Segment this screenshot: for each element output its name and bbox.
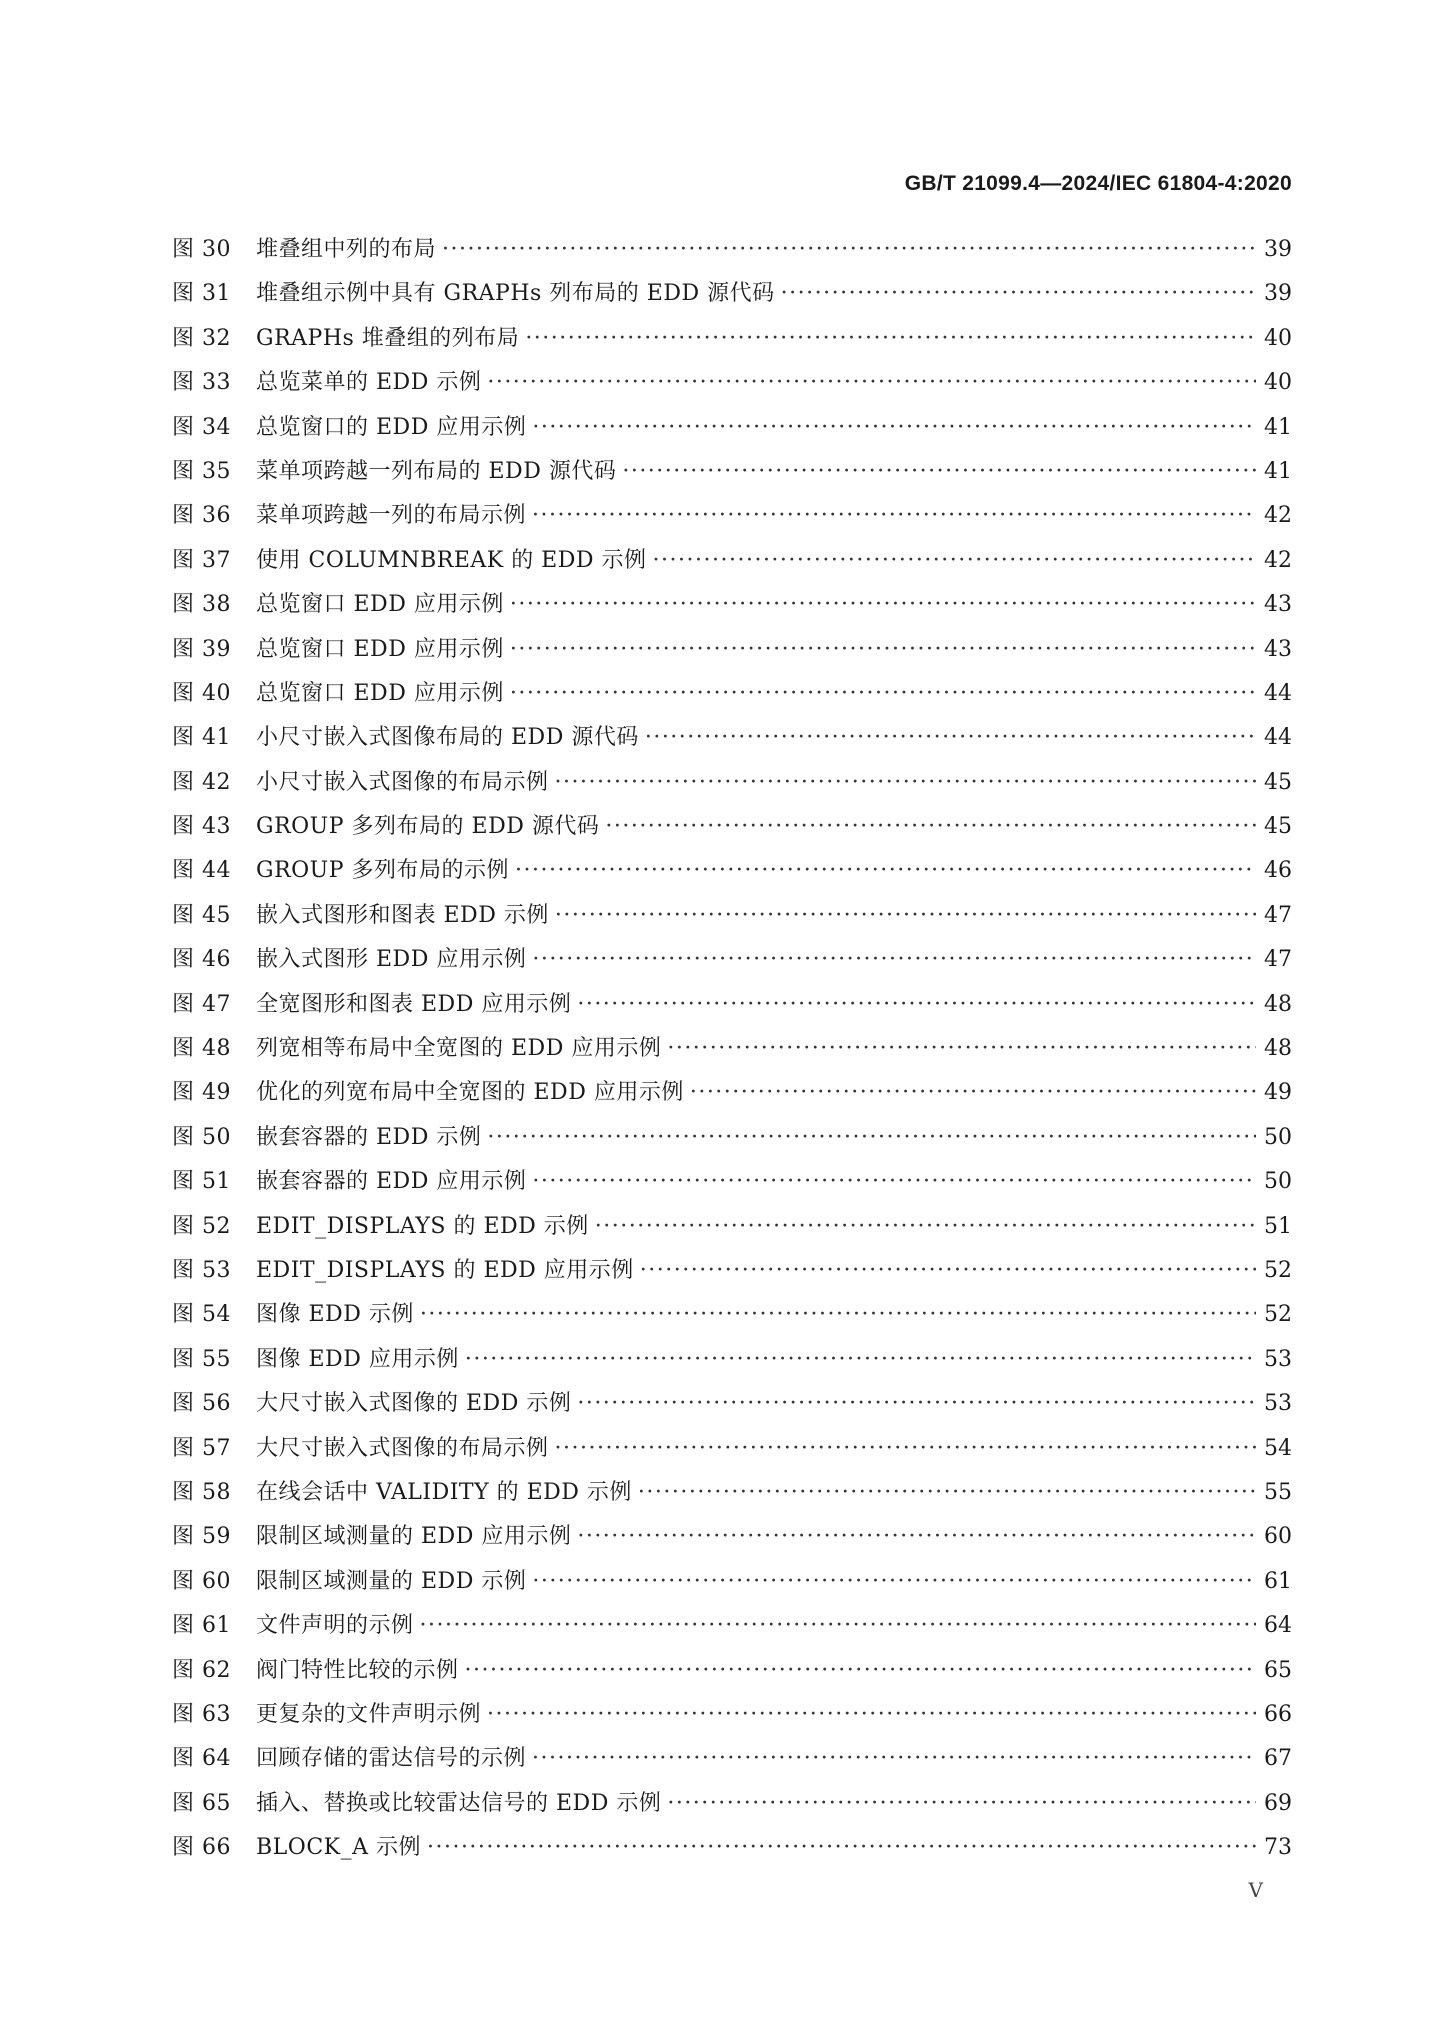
figure-number: 图 47 [172,991,231,1017]
dot-leader [690,1080,1256,1105]
toc-entry[interactable] [172,1564,1292,1608]
toc-entry[interactable] [172,1786,1292,1830]
figure-title: 文件声明的示例 [256,1613,414,1639]
toc-entry[interactable] [172,1519,1292,1563]
figure-title: 总览窗口 EDD 应用示例 [256,592,504,618]
figure-number: 图 35 [172,458,231,484]
dot-leader [487,370,1256,395]
figure-title: 使用 COLUMNBREAK 的 EDD 示例 [256,547,647,573]
page-number: 48 [1264,991,1292,1017]
page-number: 54 [1264,1435,1292,1461]
dot-leader [638,1480,1256,1505]
page-number-footer: V [1248,1878,1263,1902]
page-number: 52 [1264,1302,1292,1328]
dot-leader [667,1036,1256,1061]
page-number: 47 [1264,902,1292,928]
page-number: 50 [1264,1124,1292,1150]
figure-number: 图 45 [172,902,231,928]
figure-title: 插入、替换或比较雷达信号的 EDD 示例 [256,1790,662,1816]
figure-number: 图 60 [172,1568,231,1594]
dot-leader [577,992,1256,1017]
page-number: 53 [1264,1346,1292,1372]
toc-entry[interactable] [172,1431,1292,1475]
figure-number: 图 53 [172,1257,231,1283]
figure-title: 小尺寸嵌入式图像布局的 EDD 源代码 [256,725,639,751]
figure-number: 图 30 [172,237,231,262]
figure-title: GROUP 多列布局的示例 [256,858,510,884]
page-number: 40 [1264,370,1292,396]
figure-number: 图 48 [172,1036,231,1062]
figure-number: 图 42 [172,769,231,795]
toc-entry[interactable] [172,365,1292,409]
figure-title: 总览菜单的 EDD 示例 [256,370,482,396]
figure-number: 图 64 [172,1746,231,1772]
dot-leader [653,548,1256,573]
dot-leader [487,1702,1256,1727]
figure-number: 图 34 [172,414,231,440]
page-number: 67 [1264,1746,1292,1772]
toc-entry[interactable] [172,232,1292,276]
figure-title: 嵌套容器的 EDD 示例 [256,1124,482,1150]
page-number: 53 [1264,1391,1292,1417]
toc-entry[interactable] [172,853,1292,897]
dot-leader [427,1835,1256,1860]
figure-number: 图 43 [172,814,231,840]
figure-number: 图 54 [172,1302,231,1328]
figure-number: 图 37 [172,547,231,573]
figure-title: 回顾存储的雷达信号的示例 [256,1746,527,1772]
dot-leader [577,1524,1256,1549]
page-number: 43 [1264,636,1292,662]
figure-number: 图 32 [172,325,231,351]
toc-entry[interactable] [172,1608,1292,1652]
dot-leader [515,858,1256,883]
toc-entry[interactable] [172,1253,1292,1297]
page-number: 47 [1264,947,1292,973]
figure-title: 限制区域测量的 EDD 应用示例 [256,1524,572,1550]
figure-number: 图 36 [172,503,231,529]
toc-entry[interactable] [172,1075,1292,1119]
figure-number: 图 38 [172,592,231,618]
figure-number: 图 49 [172,1080,231,1106]
toc-entry[interactable] [172,587,1292,631]
figure-title: 菜单项跨越一列布局的 EDD 源代码 [256,458,617,484]
figure-title: 列宽相等布局中全宽图的 EDD 应用示例 [256,1036,662,1062]
figure-number: 图 44 [172,858,231,884]
page-number: 41 [1264,458,1292,484]
toc-entry[interactable] [172,1741,1292,1785]
figure-number: 图 39 [172,636,231,662]
page-number: 66 [1264,1701,1292,1727]
figure-title: 嵌套容器的 EDD 应用示例 [256,1169,527,1195]
page-number: 40 [1264,325,1292,351]
page-number: 41 [1264,414,1292,440]
dot-leader [420,1613,1256,1638]
page-number: 46 [1264,858,1292,884]
toc-entry[interactable] [172,1164,1292,1208]
dot-leader [532,947,1256,972]
page-number: 55 [1264,1479,1292,1505]
dot-leader [525,326,1256,351]
dot-leader [532,1746,1256,1771]
page-number: 42 [1264,503,1292,529]
figure-number: 图 66 [172,1835,231,1861]
figure-title: 更复杂的文件声明示例 [256,1701,482,1727]
page-number: 50 [1264,1169,1292,1195]
dot-leader [555,1436,1256,1461]
dot-leader [555,770,1256,795]
figure-number: 图 33 [172,370,231,396]
dot-leader [420,1302,1256,1327]
page-number: 45 [1264,769,1292,795]
page-number: 44 [1264,725,1292,751]
page-number: 51 [1264,1213,1292,1239]
page-number: 39 [1264,237,1292,262]
figure-number: 图 58 [172,1479,231,1505]
figure-number: 图 50 [172,1124,231,1150]
figure-title: EDIT_DISPLAYS 的 EDD 应用示例 [256,1257,634,1283]
toc-entry[interactable] [172,498,1292,542]
figure-number: 图 65 [172,1790,231,1816]
figure-title: BLOCK_A 示例 [256,1835,421,1861]
dot-leader [595,1214,1256,1239]
toc-entry[interactable] [172,942,1292,986]
figure-number: 图 46 [172,947,231,973]
figure-number: 图 63 [172,1701,231,1727]
figure-title: 堆叠组中列的布局 [256,237,437,262]
dot-leader [532,1169,1256,1194]
page-number: 49 [1264,1080,1292,1106]
figure-number: 图 52 [172,1213,231,1239]
dot-leader [622,459,1256,484]
dot-leader [781,281,1256,306]
dot-leader [465,1347,1256,1372]
toc-entry[interactable] [172,1031,1292,1075]
figure-title: EDIT_DISPLAYS 的 EDD 示例 [256,1213,589,1239]
page-number: 44 [1264,680,1292,706]
page-number: 69 [1264,1790,1292,1816]
page-number: 43 [1264,592,1292,618]
dot-leader [667,1791,1256,1816]
dot-leader [442,237,1256,262]
toc-entry[interactable] [172,276,1292,320]
page-number: 64 [1264,1613,1292,1639]
page-number: 52 [1264,1257,1292,1283]
toc-entry[interactable] [172,987,1292,1031]
figure-title: GRAPHs 堆叠组的列布局 [256,325,520,351]
toc-entry[interactable] [172,1297,1292,1341]
page-number: 73 [1264,1835,1292,1861]
page-number: 65 [1264,1657,1292,1683]
figure-number: 图 59 [172,1524,231,1550]
figure-title: 阀门特性比较的示例 [256,1657,459,1683]
figure-title: 图像 EDD 示例 [256,1302,414,1328]
standard-header: GB/T 21099.4—2024/IEC 61804-4:2020 [904,172,1292,195]
page-number: 39 [1264,281,1292,307]
figure-title: 嵌入式图形 EDD 应用示例 [256,947,527,973]
figure-number: 图 55 [172,1346,231,1372]
figure-title: 小尺寸嵌入式图像的布局示例 [256,769,549,795]
figure-title: 总览窗口 EDD 应用示例 [256,680,504,706]
toc-list [172,232,1292,1874]
figure-title: 总览窗口的 EDD 应用示例 [256,414,527,440]
page-number: 45 [1264,814,1292,840]
toc-entry[interactable] [172,1209,1292,1253]
figure-title: GROUP 多列布局的 EDD 源代码 [256,814,600,840]
toc-entry[interactable] [172,1475,1292,1519]
figure-title: 限制区域测量的 EDD 示例 [256,1568,527,1594]
toc-entry[interactable] [172,765,1292,809]
toc-entry[interactable] [172,454,1292,498]
figure-number: 图 41 [172,725,231,751]
figure-number: 图 61 [172,1613,231,1639]
figure-title: 大尺寸嵌入式图像的 EDD 示例 [256,1391,572,1417]
figure-title: 大尺寸嵌入式图像的布局示例 [256,1435,549,1461]
figure-number: 图 31 [172,281,231,307]
toc-entry[interactable] [172,720,1292,764]
dot-leader [645,725,1256,750]
dot-leader [532,503,1256,528]
toc-entry[interactable] [172,1342,1292,1386]
dot-leader [532,415,1256,440]
figure-number: 图 57 [172,1435,231,1461]
figure-number: 图 56 [172,1391,231,1417]
dot-leader [487,1125,1256,1150]
figure-title: 图像 EDD 应用示例 [256,1346,459,1372]
figure-title: 菜单项跨越一列的布局示例 [256,503,527,529]
dot-leader [532,1569,1256,1594]
figure-title: 在线会话中 VALIDITY 的 EDD 示例 [256,1479,632,1505]
toc-entry[interactable] [172,410,1292,454]
dot-leader [510,637,1256,662]
page-number: 60 [1264,1524,1292,1550]
page-number: 61 [1264,1568,1292,1594]
dot-leader [605,814,1256,839]
toc-entry[interactable] [172,321,1292,365]
figure-title: 嵌入式图形和图表 EDD 示例 [256,902,549,928]
page-number: 48 [1264,1036,1292,1062]
toc-entry[interactable] [172,1830,1292,1874]
toc-entry[interactable] [172,632,1292,676]
dot-leader [510,592,1256,617]
page-number: 42 [1264,547,1292,573]
dot-leader [555,903,1256,928]
dot-leader [465,1658,1256,1683]
dot-leader [577,1391,1256,1416]
toc-entry[interactable] [172,543,1292,587]
toc-entry[interactable] [172,1386,1292,1430]
figure-number: 图 40 [172,680,231,706]
toc-entry[interactable] [172,809,1292,853]
toc-entry[interactable] [172,1120,1292,1164]
figure-number: 图 51 [172,1169,231,1195]
dot-leader [510,681,1256,706]
toc-entry[interactable] [172,1697,1292,1741]
toc-entry[interactable] [172,1653,1292,1697]
figure-title: 全宽图形和图表 EDD 应用示例 [256,991,572,1017]
figure-title: 优化的列宽布局中全宽图的 EDD 应用示例 [256,1080,684,1106]
figure-title: 总览窗口 EDD 应用示例 [256,636,504,662]
toc-entry[interactable] [172,676,1292,720]
toc-entry[interactable] [172,898,1292,942]
figure-number: 图 62 [172,1657,231,1683]
dot-leader [640,1258,1256,1283]
figure-title: 堆叠组示例中具有 GRAPHs 列布局的 EDD 源代码 [256,281,775,307]
